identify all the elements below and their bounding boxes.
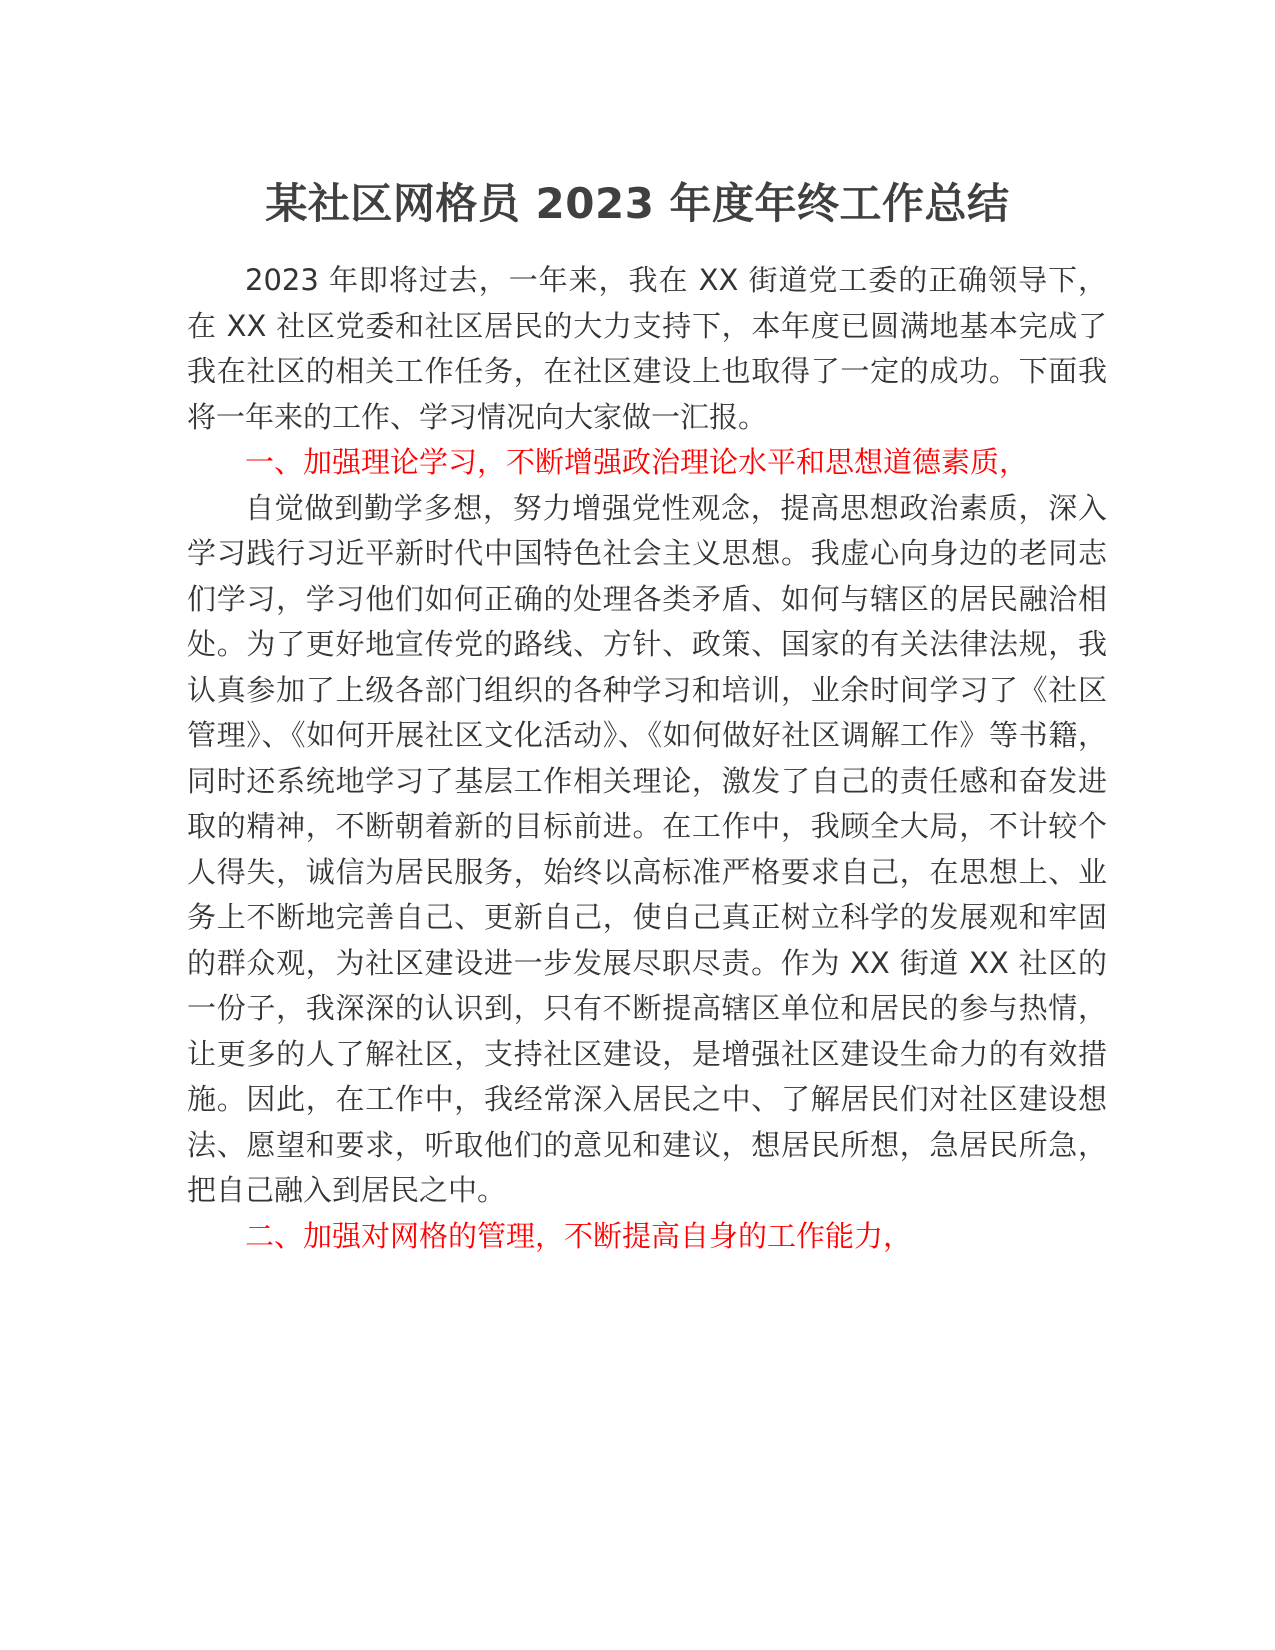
intro-paragraph: 2023 年即将过去，一年来，我在 XX 街道党工委的正确领导下，在 XX 社区党委和社区居民的大力支持下，本年度已圆满地基本完成了我在社区的相关工作任务，在社区建设上也取得了一定的成功。下面我将一年来的工作、学习情况向大家做一汇报。 bbox=[187, 263, 1107, 434]
document-title: 某社区网格员 2023 年度年终工作总结 bbox=[265, 179, 1010, 228]
section-heading-1: 一、加强理论学习，不断增强政治理论水平和思想道德素质， bbox=[245, 445, 1029, 479]
document-body bbox=[187, 258, 1107, 1259]
section-body-1: 自觉做到勤学多想，努力增强党性观念，提高思想政治素质，深入学习践行习近平新时代中国特色社会主义思想。我虚心向身边的老同志们学习，学习他们如何正确的处理各类矛盾、如何与辖区的居民融洽相处。为了更好地宣传党的路线、方针、政策、国家的有关法律法规，我认真参加了上级各部门组织的各种学习和培训，业余时间学习了《社区管理》、《如何开展社区文化活动》、《如何做好社区调解工作》等书籍，同时还系统地学习了基层工作相关理论，激发了自己的责任感和奋发进取的精神，不断朝着新的目标前进。在工作中，我顾全大局，不计较个人得失，诚信为居民服务，始终以高标准严格要求自己，在思想上、业务上不断地完善自己、更新自己，使自己真正树立科学的发展观和牢固的群众观，为社区建设进一步发展尽职尽责。作为 XX 街道 XX 社区的一份子，我深深的认识到，只有不断提高辖区单位和居民的参与热情，让更多的人了解社区，支持社区建设，是增强社区建设生命力的有效措施。因此，在工作中，我经常深入居民之中、了解居民们对社区建设想法、愿望和要求，听取他们的意见和建议，想居民所想，急居民所急，把自己融入到居民之中。 bbox=[187, 490, 1107, 1207]
section-heading-2: 二、加强对网格的管理，不断提高自身的工作能力， bbox=[245, 1218, 913, 1253]
